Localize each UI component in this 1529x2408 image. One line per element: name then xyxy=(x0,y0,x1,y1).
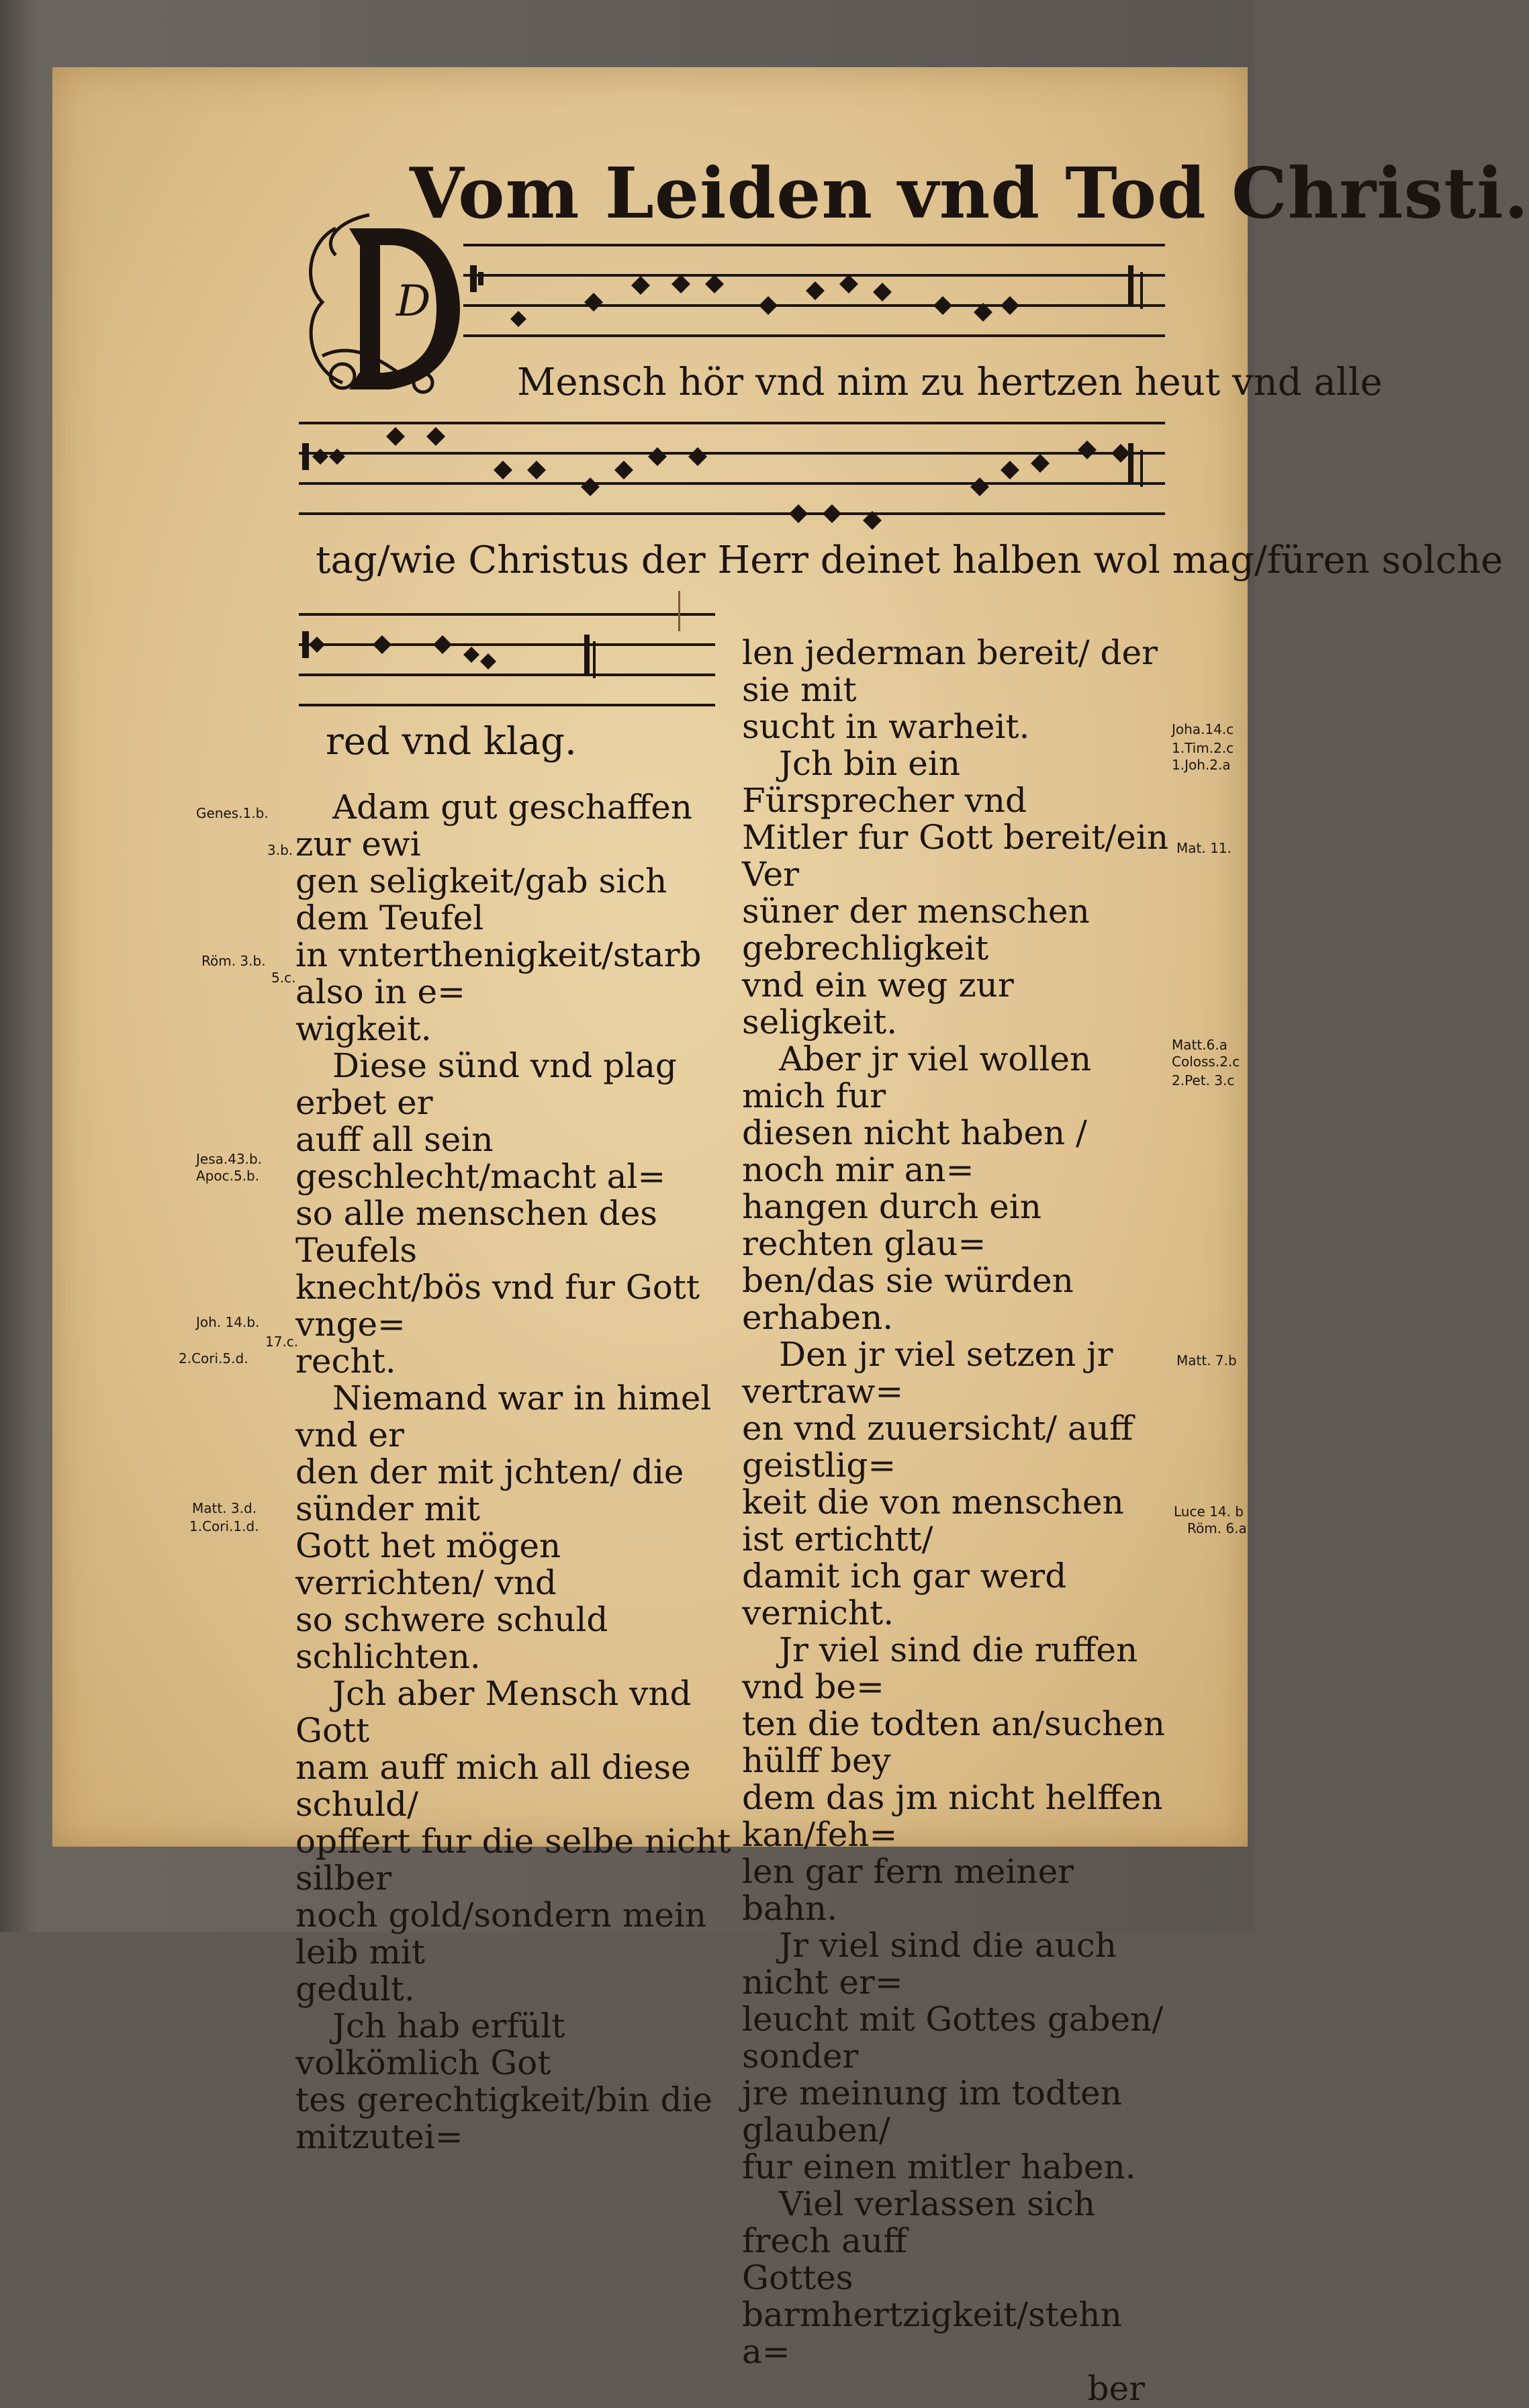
margin-note: 2.Pet. 3.c xyxy=(1172,1072,1235,1089)
text-line: len jederman bereit/ der sie mit xyxy=(742,633,1158,709)
text-line: opffert fur die selbe nicht silber xyxy=(295,1822,731,1898)
text-line: recht. xyxy=(295,1342,396,1381)
text-line: damit ich gar werd vernicht. xyxy=(742,1557,1067,1632)
margin-note: Joh. 14.b. xyxy=(196,1314,260,1330)
initial-letter: D xyxy=(396,277,431,326)
text-line: jre meinung im todten glauben/ xyxy=(742,2074,1122,2149)
text-line: fur einen mitler haben. xyxy=(742,2147,1136,2186)
music-staff-3 xyxy=(299,604,719,719)
text-line: knecht/bös vnd fur Gott vnge= xyxy=(295,1268,700,1344)
text-line: gedult. xyxy=(295,1970,415,2008)
text-line: den der mit jchten/ die sünder mit xyxy=(295,1452,684,1528)
text-line: dem das jm nicht helffen kan/feh= xyxy=(742,1778,1163,1854)
text-line: Jch bin ein Fürsprecher vnd xyxy=(742,744,1027,820)
right-column-text xyxy=(742,635,1172,2407)
ink-mark xyxy=(678,591,680,631)
text-line: Jch hab erfült volkömlich Got xyxy=(295,2006,565,2082)
text-line: leucht mit Gottes gaben/ sonder xyxy=(742,2000,1164,2076)
text-line: len gar fern meiner bahn. xyxy=(742,1852,1074,1928)
text-line: Viel verlassen sich frech auff xyxy=(742,2184,1096,2260)
text-line: Jr viel sind die auch nicht er= xyxy=(742,1926,1117,2002)
margin-note: Joha.14.c xyxy=(1172,721,1234,737)
text-line: so alle menschen des Teufels xyxy=(295,1194,657,1270)
margin-note: 1.Tim.2.c xyxy=(1172,740,1234,756)
margin-note: Genes.1.b. xyxy=(196,805,269,821)
text-line: so schwere schuld schlichten. xyxy=(295,1600,608,1676)
lyric-line-3: red vnd klag. xyxy=(326,720,577,763)
margin-note: Jesa.43.b. xyxy=(196,1151,263,1167)
text-line: gen seligkeit/gab sich dem Teufel xyxy=(295,862,667,937)
text-line: ber xyxy=(1087,2369,1145,2408)
text-line: noch gold/sondern mein leib mit xyxy=(295,1896,707,1972)
margin-note: Matt. 3.d. xyxy=(192,1500,257,1516)
text-line: tes gerechtigkeit/bin die mitzutei= xyxy=(295,2080,713,2156)
text-line: Mitler fur Gott bereit/ein Ver xyxy=(742,818,1169,894)
lyric-line-2: tag/wie Christus der Herr deinet halben wol mag/füren solche xyxy=(316,539,1503,582)
text-line: Jch aber Mensch vnd Gott xyxy=(295,1674,692,1750)
text-line: Gottes barmhertzigkeit/stehn a= xyxy=(742,2258,1122,2371)
text-line: Aber jr viel wollen mich fur xyxy=(742,1039,1092,1115)
margin-note: Matt.6.a xyxy=(1172,1037,1227,1053)
text-line: vnd ein weg zur seligkeit. xyxy=(742,966,1014,1041)
decorated-initial-d xyxy=(295,201,470,403)
margin-note: Röm. 3.b. xyxy=(201,953,266,969)
text-line: Den jr viel setzen jr vertraw= xyxy=(742,1335,1113,1411)
left-column-text xyxy=(295,789,739,2156)
text-line: ten die todten an/suchen hülff bey xyxy=(742,1704,1165,1780)
margin-note: 17.c. xyxy=(265,1334,299,1350)
margin-note: Mat. 11. xyxy=(1176,840,1232,856)
text-line: Adam gut geschaffen zur ewi xyxy=(295,788,693,864)
music-staff-1 xyxy=(463,238,1168,353)
text-line: auff all sein geschlecht/macht al= xyxy=(295,1120,666,1196)
text-line: sucht in warheit. xyxy=(742,707,1030,746)
margin-note: Matt. 7.b xyxy=(1176,1352,1237,1369)
text-line: hangen durch ein rechten glau= xyxy=(742,1187,1041,1263)
margin-note: 1.Joh.2.a xyxy=(1172,757,1231,773)
margin-note: 2.Cori.5.d. xyxy=(179,1350,248,1367)
margin-note: 1.Cori.1.d. xyxy=(189,1518,259,1534)
text-line: wigkeit. xyxy=(295,1009,432,1048)
text-line: Diese sünd vnd plag erbet er xyxy=(295,1046,677,1122)
text-line: in vnterthenigkeit/starb also in e= xyxy=(295,935,702,1011)
music-staff-2 xyxy=(299,413,1168,527)
margin-note: Coloss.2.c xyxy=(1172,1054,1240,1070)
margin-note: 5.c. xyxy=(271,970,296,986)
margin-note: Röm. 6.a xyxy=(1187,1520,1247,1536)
page-title: Vom Leiden vnd Tod Christi. xyxy=(410,152,1529,234)
text-line: Niemand war in himel vnd er xyxy=(295,1379,712,1454)
text-line: ben/das sie würden erhaben. xyxy=(742,1261,1074,1337)
text-line: Jr viel sind die ruffen vnd be= xyxy=(742,1630,1138,1706)
lyric-line-1: Mensch hör vnd nim zu hertzen heut vnd alle xyxy=(517,361,1383,404)
text-line: keit die von menschen ist ertichtt/ xyxy=(742,1483,1124,1559)
text-line: süner der menschen gebrechligkeit xyxy=(742,892,1090,968)
margin-note: Luce 14. b xyxy=(1174,1503,1244,1520)
margin-note: Apoc.5.b. xyxy=(196,1168,260,1184)
text-line: diesen nicht haben / noch mir an= xyxy=(742,1113,1087,1189)
text-line: nam auff mich all diese schuld/ xyxy=(295,1748,691,1824)
text-line: en vnd zuuersicht/ auff geistlig= xyxy=(742,1409,1133,1485)
margin-note: 3.b. xyxy=(267,842,293,858)
text-line: Gott het mögen verrichten/ vnd xyxy=(295,1526,561,1602)
